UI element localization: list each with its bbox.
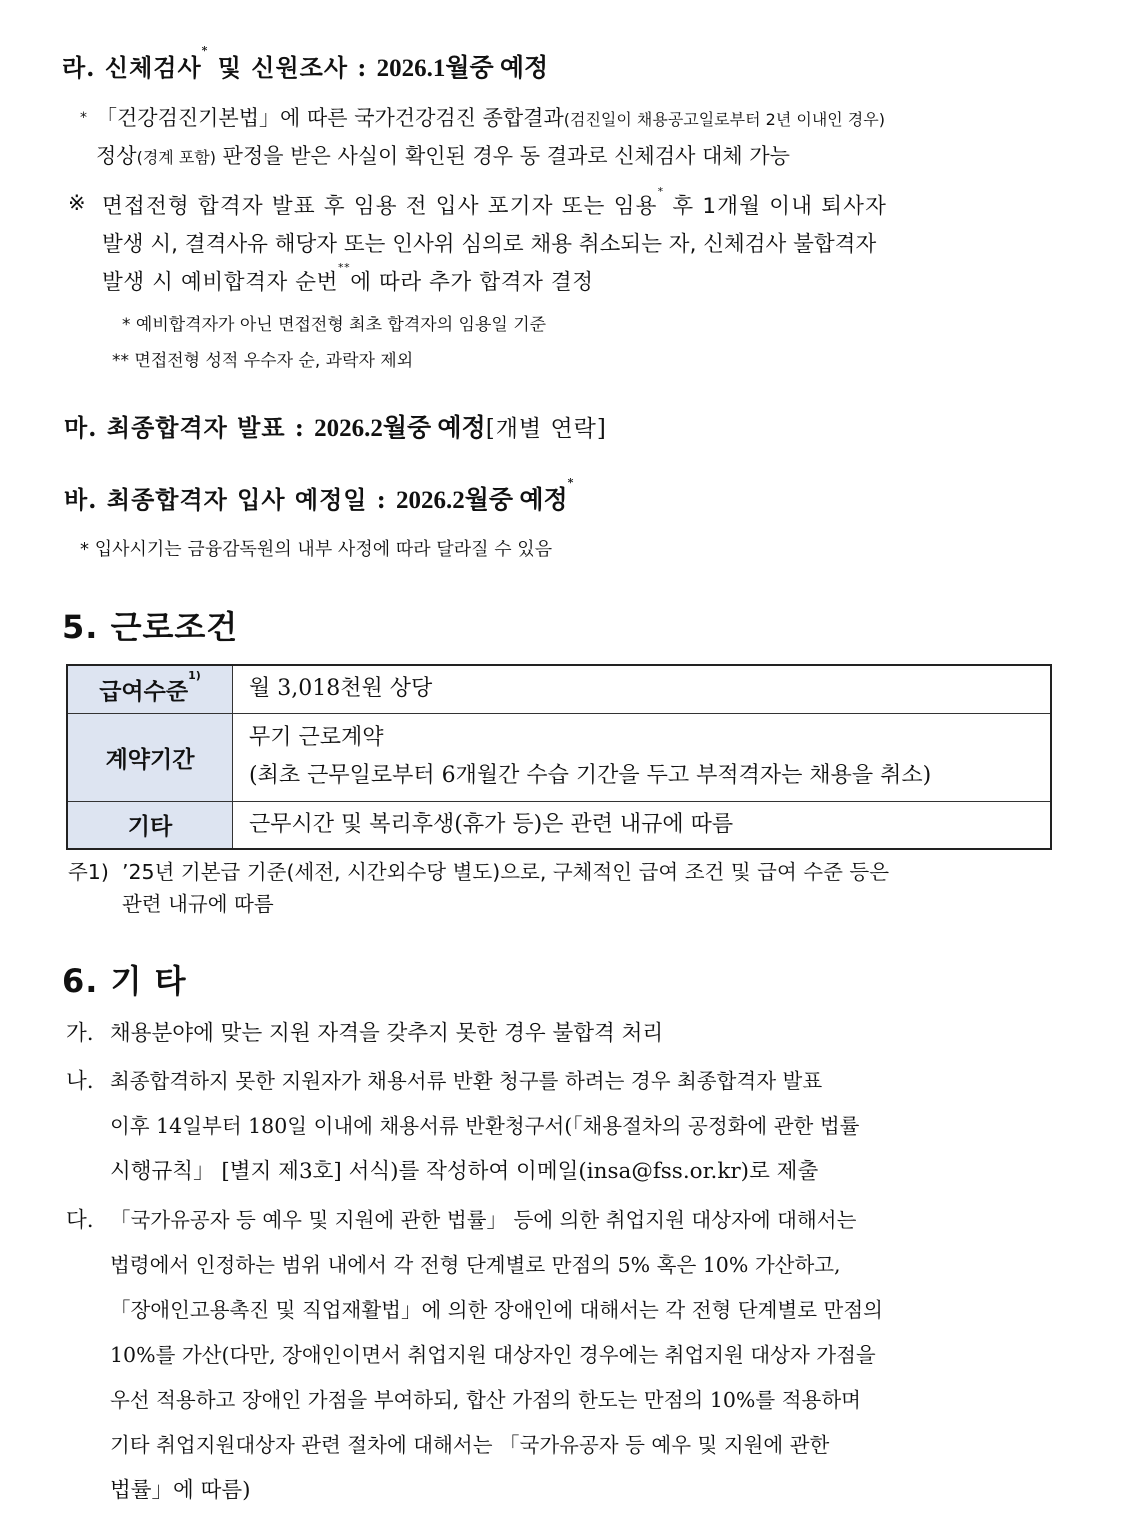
note-line-1-small: (검진일이 채용공고일로부터 2년 이내인 경우) <box>563 110 885 129</box>
item-da-line-6: 기타 취업지원대상자 관련 절차에 대해서는 「국가유공자 등 예우 및 지원에 관한 <box>110 1433 830 1457</box>
heading-ra <box>62 44 549 84</box>
heading-ba <box>64 476 575 516</box>
section-6-title: 6. 기 타 <box>62 962 187 1000</box>
note-line-1 <box>96 102 1064 132</box>
note-line-2-a: 정상 <box>96 144 137 168</box>
item-da-mark: 다. <box>66 1208 94 1233</box>
item-na-line-1: 최종합격하지 못한 지원자가 채용서류 반환 청구를 하려는 경우 최종합격자 발표 <box>110 1069 823 1093</box>
other-label: 기타 <box>127 814 173 841</box>
table-row-salary <box>67 665 1051 713</box>
heading-ma-date: 2026.2월중 예정 <box>314 415 486 442</box>
working-conditions-table <box>66 664 1052 850</box>
section-5-title: 5. 근로조건 <box>62 608 239 646</box>
reference-line-3-a: 발생 시 예비합격자 순번 <box>102 270 338 295</box>
heading-ra-mark: * <box>201 44 209 57</box>
reference-line-1 <box>102 185 888 220</box>
item-da-line-4: 10%를 가산(다만, 장애인이면서 취업지원 대상자인 경우에는 취업지원 대상자 가점을 <box>110 1343 876 1367</box>
contract-label: 계약기간 <box>105 746 195 773</box>
table-row-other <box>67 801 1051 849</box>
table-footnote-mark: 주1) <box>68 860 109 884</box>
note-ba: * 입사시기는 금융감독원의 내부 사정에 따라 달라질 수 있음 <box>80 539 553 560</box>
note-line-2-b: 판정을 받은 사실이 확인된 경우 동 결과로 신체검사 대체 가능 <box>215 144 790 168</box>
reference-mark: ※ <box>68 191 86 215</box>
note-star: * <box>80 110 87 126</box>
table-footnote-line-1: ’25년 기본급 기준(세전, 시간외수당 별도)으로, 구체적인 급여 조건 및 급여 수준 등은 <box>122 860 890 884</box>
table-header-cell <box>67 801 233 849</box>
note-line-2-small: (경계 포함) <box>136 148 216 167</box>
table-footnote-line-2: 관련 내규에 따름 <box>122 892 274 916</box>
reference-line-3-b: 에 따라 추가 합격자 결정 <box>350 270 594 295</box>
note-line-1-text: 「건강검진기본법」에 따른 국가건강검진 종합결과 <box>96 106 564 130</box>
contract-value-line-1: 무기 근로계약 <box>249 725 384 750</box>
heading-ra-prefix: 라. 신체검사 <box>62 53 202 82</box>
reference-line-1-b: 후 1개월 이내 퇴사자 <box>664 194 888 219</box>
table-header-cell <box>67 665 233 713</box>
heading-ra-mid: 및 신원조사 : <box>208 53 377 82</box>
item-da-line-7: 법률」에 따름) <box>110 1478 251 1503</box>
contract-value-line-2: (최초 근무일로부터 6개월간 수습 기간을 두고 부적격자는 채용을 취소) <box>249 763 932 788</box>
item-da-line-5: 우선 적용하고 장애인 가점을 부여하되, 합산 가점의 한도는 만점의 10%를 적용하며 <box>110 1388 861 1412</box>
table-value-cell <box>233 801 1052 849</box>
heading-ba-date: 2026.2월중 예정 <box>396 487 568 514</box>
heading-ma <box>64 408 607 444</box>
reference-line-2: 발생 시, 결격사유 해당자 또는 인사위 심의로 채용 취소되는 자, 신체검사 불합격자 <box>102 232 877 257</box>
other-value: 근무시간 및 복리후생(휴가 등)은 관련 내규에 따름 <box>249 811 734 837</box>
footnote-2: ** 면접전형 성적 우수자 순, 과락자 제외 <box>112 351 414 371</box>
table-header-cell <box>67 713 233 801</box>
heading-ma-suffix: [개별 연락] <box>485 416 607 442</box>
item-da-line-2: 법령에서 인정하는 범위 내에서 각 전형 단계별로 만점의 5% 혹은 10% 가산하고, <box>110 1253 841 1277</box>
item-na-mark: 나. <box>66 1069 94 1094</box>
salary-label: 급여수준 <box>99 678 189 705</box>
item-ga-line-1: 채용분야에 맞는 지원 자격을 갖추지 못한 경우 불합격 처리 <box>110 1021 664 1046</box>
table-row-contract <box>67 713 1051 801</box>
footnote-1: * 예비합격자가 아닌 면접전형 최초 합격자의 임용일 기준 <box>122 315 547 335</box>
item-na-line-3: 시행규칙」 [별지 제3호] 서식)를 작성하여 이메일(insa@fss.or.kr)로 제출 <box>110 1159 819 1184</box>
heading-ba-mark: * <box>567 476 575 489</box>
note-line-2 <box>96 140 790 170</box>
table-value-cell <box>233 713 1052 801</box>
reference-line-1-sup: * <box>657 185 665 198</box>
item-da-line-3: 「장애인고용촉진 및 직업재활법」에 의한 장애인에 대해서는 각 전형 단계별로 만점의 <box>110 1298 883 1322</box>
salary-value: 월 3,018천원 상당 <box>249 676 433 702</box>
reference-line-1-a: 면접전형 합격자 발표 후 임용 전 입사 포기자 또는 임용 <box>102 194 658 219</box>
heading-ra-date: 2026.1월중 예정 <box>376 55 549 82</box>
reference-line-3 <box>102 261 594 296</box>
item-da-line-1: 「국가유공자 등 예우 및 지원에 관한 법률」 등에 의한 취업지원 대상자에 대해서는 <box>110 1208 857 1232</box>
item-na-line-2: 이후 14일부터 180일 이내에 채용서류 반환청구서(「채용절차의 공정화에 관한 법률 <box>110 1114 860 1138</box>
item-ga-mark: 가. <box>66 1021 94 1046</box>
heading-ba-prefix: 바. 최종합격자 입사 예정일 : <box>64 485 397 514</box>
salary-label-sup: 1) <box>188 668 201 682</box>
heading-ma-prefix: 마. 최종합격자 발표 : <box>64 413 315 442</box>
table-value-cell <box>233 665 1052 713</box>
reference-line-3-sup: ** <box>338 261 351 274</box>
